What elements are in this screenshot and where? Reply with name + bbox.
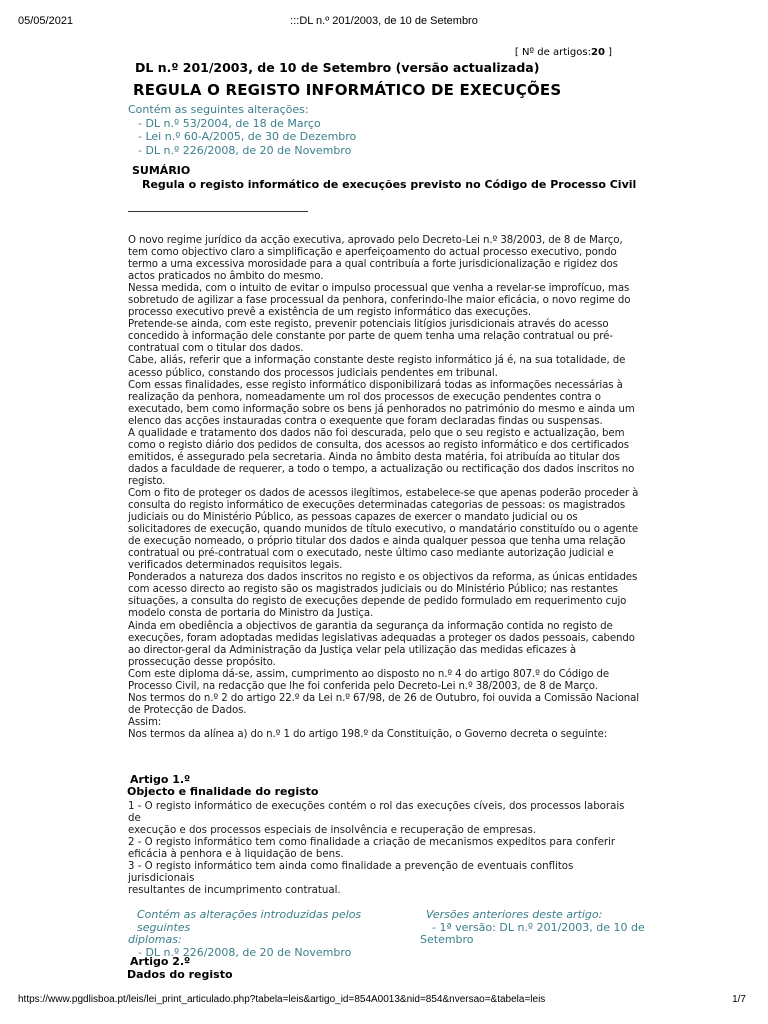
preamble-line: actos praticados no âmbito do mesmo. — [128, 271, 324, 283]
article-1-changes — [128, 909, 398, 959]
preamble-line: Nos termos do n.º 2 do artigo 22.º da Lei n.º 67/98, de 26 de Outubro, foi ouvida a Comissão Nacional — [128, 692, 639, 704]
preamble-line: realização da penhora, nomeadamente um rol dos processos de execução pendentes contra o — [128, 391, 601, 403]
preamble-line: Nessa medida, com o intuito de evitar o impulso processual que venha a revelar-se improfícuo, mas — [128, 283, 630, 295]
alterations-list — [128, 103, 356, 157]
article-1-line: eficácia à penhora e à liquidação de bens. — [128, 849, 344, 861]
preamble-line: solicitadores de execução, quando munidos de título executivo, o mandatário constituído ou o agente — [128, 524, 639, 536]
alteration-link[interactable]: - DL n.º 226/2008, de 20 de Novembro — [138, 143, 352, 157]
article-2-heading: Artigo 2.º — [130, 955, 191, 968]
preamble-line: emitidos, é assegurado pela secretaria. Ainda no âmbito desta matéria, foi atribuída ao titular dos — [128, 451, 620, 463]
preamble-line: O novo regime jurídico da acção executiva, aprovado pelo Decreto-Lei n.º 38/2003, de 8 de Março, — [128, 235, 623, 246]
article-1-heading: Artigo 1.º — [130, 773, 191, 786]
preamble-line: tem como objectivo claro a simplificação e aperfeiçoamento do actual processo executivo, pondo — [128, 247, 617, 259]
changes-title: Contém as alterações introduzidas pelos seguintes — [137, 908, 362, 934]
print-header-title: :::DL n.º 201/2003, de 10 de Setembro — [290, 15, 478, 27]
preamble-line: execuções, foram adoptadas medidas legislativas adequadas a proteger os dados pessoais, cabendo — [128, 632, 635, 644]
article-count-value: 20 — [590, 47, 605, 58]
preamble-line: Com essas finalidades, esse registo informático disponibilizará todas as informações necessárias à — [128, 379, 623, 391]
changes-link[interactable]: - DL n.º 226/2008, de 20 de Novembro — [138, 945, 352, 959]
preamble-line: processo executivo prevê a existência de um registo informático das execuções. — [128, 307, 531, 319]
preamble-line: prossecução desse propósito. — [128, 656, 276, 668]
versions-title: Versões anteriores deste artigo: — [426, 908, 603, 921]
article-1-line: resultantes de incumprimento contratual. — [128, 885, 341, 897]
preamble-line: executado, bem como informação sobre os bens já penhorados no património do mesmo e ainda um — [128, 403, 635, 415]
article-2-subtitle: Dados do registo — [127, 968, 233, 981]
preamble-line: verificados determinados requisitos legais. — [128, 560, 343, 572]
version-link[interactable]: - 1ª versão: DL n.º 201/2003, de 10 de — [432, 920, 645, 934]
preamble-line: concedido à informação dele constante por parte de quem tenha uma relação contratual ou pré- — [128, 331, 613, 343]
preamble-line: Com este diploma dá-se, assim, cumprimento ao disposto no n.º 4 do artigo 807.º do Código de — [128, 668, 610, 680]
preamble-line: Ponderados a natureza dos dados inscritos no registo e os objectivos da reforma, as únicas entidades — [128, 572, 638, 584]
article-1-line: execução e dos processos especiais de insolvência e recuperação de empresas. — [128, 825, 537, 837]
alteration-link[interactable]: - DL n.º 53/2004, de 18 de Março — [138, 116, 321, 130]
preamble-line: termo a uma excessiva morosidade para a qual contribuía a forte jurisdicionalização e rigidez dos — [128, 259, 618, 271]
preamble-line: consulta do registo informático de execuções determinadas categorias de pessoas: os magistrados — [128, 500, 626, 512]
article-count-close: ] — [608, 47, 612, 58]
preamble-text — [128, 235, 640, 741]
changes-title-cont: diplomas: — [128, 933, 182, 946]
preamble-line: elenco das acções instauradas contra o exequente que foram declaradas findas ou suspensas. — [128, 415, 603, 427]
sumario-text: Regula o registo informático de execuções previsto no Código de Processo Civil — [142, 178, 637, 191]
preamble-line: Pretende-se ainda, com este registo, prevenir potenciais litígios jurisdicionais através do acesso — [128, 319, 609, 331]
preamble-line: dados a faculdade de requerer, a todo o tempo, a actualização ou rectificação dos dados inscritos no — [128, 463, 635, 475]
document-heading: DL n.º 201/2003, de 10 de Setembro (versão actualizada) — [135, 60, 540, 75]
preamble-line: Com o fito de proteger os dados de acessos ilegítimos, estabelece-se que apenas poderão proceder à — [128, 487, 639, 499]
article-1-line: 1 - O registo informático de execuções contém o rol das execuções cíveis, dos processos laborais de — [128, 801, 625, 825]
preamble-line: Nos termos da alínea a) do n.º 1 do artigo 198.º da Constituição, o Governo decreta o seguinte: — [128, 728, 608, 740]
article-1-versions — [420, 909, 650, 947]
version-link-cont[interactable]: Setembro — [420, 933, 474, 946]
preamble-line: A qualidade e tratamento dos dados não foi descurada, pelo que o seu registo e actualização, bem — [128, 427, 625, 439]
print-date: 05/05/2021 — [18, 15, 74, 27]
preamble-line: Cabe, aliás, referir que a informação constante deste registo informático já é, na sua totalidade, de — [128, 355, 626, 367]
preamble-line: com acesso directo ao registo são os magistrados judiciais ou do Ministério Público; nas restantes — [128, 584, 618, 596]
preamble-line: judiciais ou do Ministério Público, as pessoas capazes de exercer o mandato judicial ou os — [128, 512, 578, 524]
preamble-line: modelo consta de portaria do Ministro da Justiça. — [128, 608, 374, 620]
document-title: REGULA O REGISTO INFORMÁTICO DE EXECUÇÕES — [133, 81, 562, 99]
preamble-line: de Protecção de Dados. — [128, 704, 247, 716]
alteration-link[interactable]: - Lei n.º 60-A/2005, de 30 de Dezembro — [138, 130, 357, 143]
separator-rule — [128, 211, 308, 212]
alterations-label: Contém as seguintes alterações: — [128, 103, 309, 116]
preamble-line: contratual ou pré-contratual com o executado, neste último caso mediante autorização judicial e — [128, 548, 614, 560]
article-1-line: 3 - O registo informático tem ainda como finalidade a prevenção de eventuais conflitos jurisdicionais — [128, 861, 574, 885]
article-1-subtitle: Objecto e finalidade do registo — [127, 785, 319, 798]
preamble-line: registo. — [128, 475, 166, 487]
preamble-line: situações, a consulta do registo de execuções depende de pedido formulado em requerimento cujo — [128, 596, 627, 608]
preamble-line: contratual com o titular dos dados. — [128, 343, 304, 355]
preamble-line: Assim: — [128, 716, 162, 728]
preamble-line: acesso público, constando dos processos judiciais pendentes em tribunal. — [128, 367, 498, 379]
preamble-line: de execução nomeado, o próprio titular dos dados e ainda qualquer pessoa que tenha uma relação — [128, 536, 626, 548]
article-1-body — [128, 801, 640, 897]
preamble-line: Processo Civil, na redacção que lhe foi conferida pelo Decreto-Lei n.º 38/2003, de 8 de Março. — [128, 680, 598, 692]
preamble-line: sobretudo de agilizar a fase processual da penhora, conferindo-lhe maior eficácia, o novo regime do — [128, 295, 631, 307]
print-page-number: 1/7 — [732, 994, 746, 1005]
preamble-line: Ainda em obediência a objectivos de garantia da segurança da informação contida no registo de — [128, 620, 613, 632]
article-1-line: 2 - O registo informático tem como finalidade a criação de mecanismos expeditos para conferir — [128, 837, 616, 849]
sumario-label: SUMÁRIO — [132, 164, 191, 177]
print-footer-url: https://www.pgdlisboa.pt/leis/lei_print_articulado.php?tabela=leis&artigo_id=854A0013&nid=854&nversao=&tabela=leis — [18, 994, 546, 1005]
preamble-line: como o registo diário dos pedidos de consulta, dos acessos ao registo informático e dos certificados — [128, 439, 629, 451]
article-count — [515, 47, 612, 58]
preamble-line: ao director-geral da Administração da Justiça velar pela utilização das medidas eficazes à — [128, 644, 577, 656]
article-count-label: [ Nº de artigos: — [514, 47, 591, 58]
